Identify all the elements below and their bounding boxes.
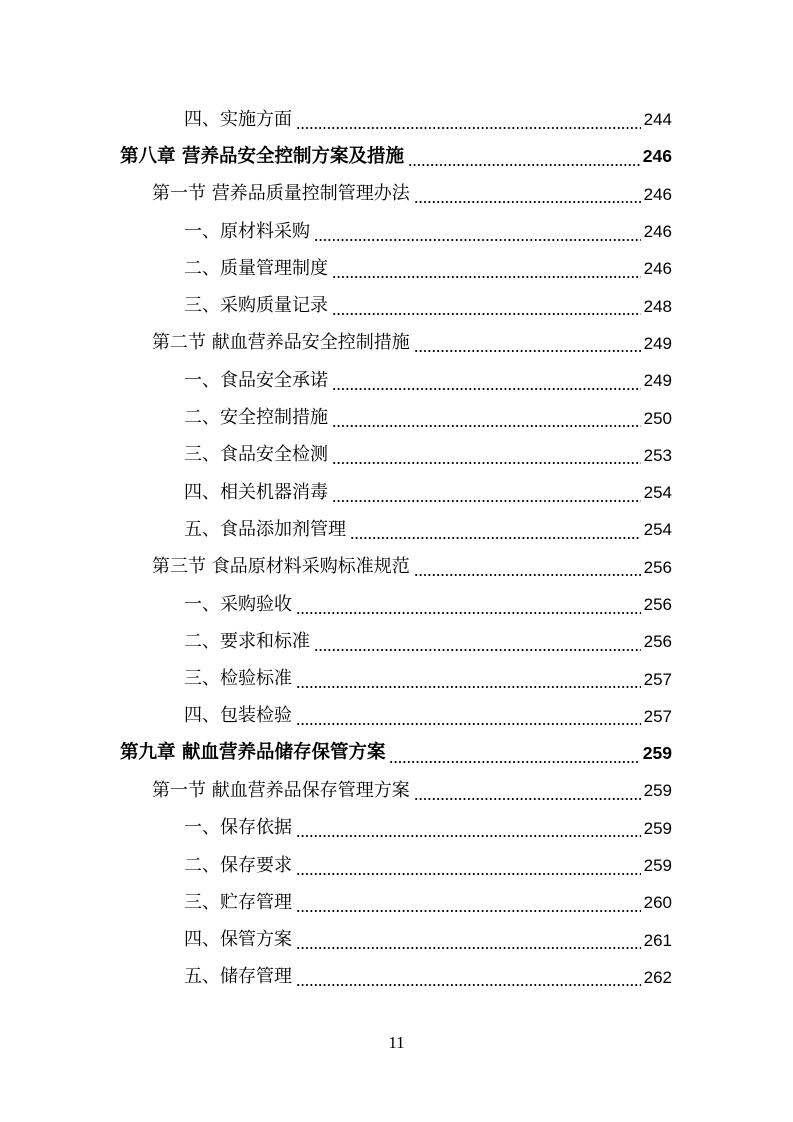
dot-leader	[296, 973, 641, 987]
dot-leader	[332, 265, 641, 279]
toc-entry[interactable]	[0, 959, 793, 996]
toc-entry[interactable]	[0, 660, 793, 697]
toc-entry-label: 四、保管方案	[184, 929, 292, 951]
toc-entry[interactable]	[0, 698, 793, 735]
toc-entry-page: 260	[643, 893, 672, 913]
toc-entry-label: 第二节 献血营养品安全控制措施	[152, 332, 410, 354]
dot-leader	[296, 712, 641, 726]
dot-leader	[296, 899, 641, 913]
toc-entry-page: 259	[643, 781, 672, 801]
toc-entry-label: 四、实施方面	[184, 108, 292, 130]
toc-entry-label: 四、包装检验	[184, 705, 292, 727]
dot-leader	[296, 675, 641, 689]
toc-entry-page: 254	[643, 520, 672, 540]
dot-leader	[332, 302, 641, 316]
dot-leader	[296, 601, 641, 615]
toc-entry-label: 第八章 营养品安全控制方案及措施	[120, 145, 404, 167]
toc-entry-label: 四、相关机器消毒	[184, 481, 328, 503]
toc-entry-page: 246	[642, 146, 672, 167]
toc-entry-label: 二、要求和标准	[184, 630, 310, 652]
toc-entry[interactable]	[0, 511, 793, 548]
toc-entry[interactable]	[0, 101, 793, 138]
toc-section[interactable]	[0, 176, 793, 213]
dot-leader	[414, 787, 641, 801]
toc-chapter[interactable]	[0, 735, 793, 772]
page-number: 11	[388, 1033, 405, 1052]
dot-leader	[414, 339, 641, 353]
dot-leader	[332, 451, 641, 465]
toc-entry-label: 三、采购质量记录	[184, 295, 328, 317]
toc-entry-page: 256	[643, 632, 672, 652]
toc-entry-page: 256	[643, 595, 672, 614]
dot-leader	[332, 377, 641, 391]
toc-entry[interactable]	[0, 810, 793, 847]
toc-entry-label: 一、采购验收	[184, 593, 292, 615]
dot-leader	[296, 862, 641, 876]
toc-entry-page: 254	[643, 483, 672, 503]
toc-entry-label: 二、质量管理制度	[184, 257, 328, 279]
dot-leader	[414, 563, 641, 577]
toc-entry-label: 第一节 营养品质量控制管理办法	[152, 183, 410, 205]
toc-entry-page: 259	[643, 818, 672, 838]
toc-entry-label: 五、储存管理	[184, 966, 292, 988]
toc-entry-page: 257	[643, 669, 672, 689]
toc-entry[interactable]	[0, 213, 793, 250]
toc-entry-label: 五、食品添加剂管理	[184, 518, 346, 540]
toc-entry[interactable]	[0, 586, 793, 623]
toc-entry-page: 256	[643, 557, 672, 577]
toc-entry-page: 259	[642, 742, 672, 763]
toc-entry-page: 246	[643, 184, 672, 204]
toc-entry-page: 262	[643, 967, 672, 987]
toc-entry-page: 261	[643, 930, 672, 950]
dot-leader	[314, 638, 641, 652]
dot-leader	[296, 936, 641, 950]
toc-section[interactable]	[0, 772, 793, 809]
toc-entry-label: 一、食品安全承诺	[184, 369, 328, 391]
toc-entry-page: 249	[643, 333, 672, 353]
toc-section[interactable]	[0, 325, 793, 362]
toc-entry[interactable]	[0, 362, 793, 399]
dot-leader	[332, 489, 641, 503]
toc-entry[interactable]	[0, 250, 793, 287]
dot-leader	[332, 414, 641, 428]
toc-entry-label: 二、安全控制措施	[184, 407, 328, 429]
toc-entry[interactable]	[0, 399, 793, 436]
toc-entry-label: 一、原材料采购	[184, 220, 310, 242]
toc-entry[interactable]	[0, 884, 793, 921]
toc-entry[interactable]	[0, 437, 793, 474]
toc-section[interactable]	[0, 549, 793, 586]
toc-chapter[interactable]	[0, 138, 793, 175]
dot-leader	[296, 824, 641, 838]
dot-leader	[414, 190, 641, 204]
toc-entry-page: 248	[643, 296, 672, 316]
toc-entry-label: 第三节 食品原材料采购标准规范	[152, 556, 410, 578]
toc-entry-page: 246	[643, 259, 672, 279]
dot-leader	[350, 526, 641, 540]
dot-leader	[389, 750, 639, 764]
toc-entry-page: 246	[643, 222, 672, 242]
toc-entry-label: 第一节 献血营养品保存管理方案	[152, 779, 410, 801]
toc-entry-page: 250	[643, 408, 672, 428]
toc-entry-label: 三、食品安全检测	[184, 444, 328, 466]
toc-entry-page: 259	[643, 856, 672, 876]
toc-entry-page: 249	[643, 371, 672, 391]
toc-entry[interactable]	[0, 847, 793, 884]
toc-entry[interactable]	[0, 287, 793, 324]
dot-leader	[314, 228, 641, 242]
toc-entry-label: 一、保存依据	[184, 817, 292, 839]
toc-entry-page: 253	[643, 445, 672, 465]
toc-entry-label: 三、检验标准	[184, 668, 292, 690]
toc-entry-page: 244	[643, 110, 672, 130]
toc-entry[interactable]	[0, 623, 793, 660]
toc-entry[interactable]	[0, 474, 793, 511]
table-of-contents	[0, 101, 793, 996]
dot-leader	[296, 116, 641, 130]
dot-leader	[408, 153, 640, 167]
toc-entry-page: 257	[643, 706, 672, 726]
toc-entry-label: 第九章 献血营养品储存保管方案	[120, 742, 386, 764]
toc-entry[interactable]	[0, 922, 793, 959]
toc-entry-label: 三、贮存管理	[184, 891, 292, 913]
toc-entry-label: 二、保存要求	[184, 854, 292, 876]
